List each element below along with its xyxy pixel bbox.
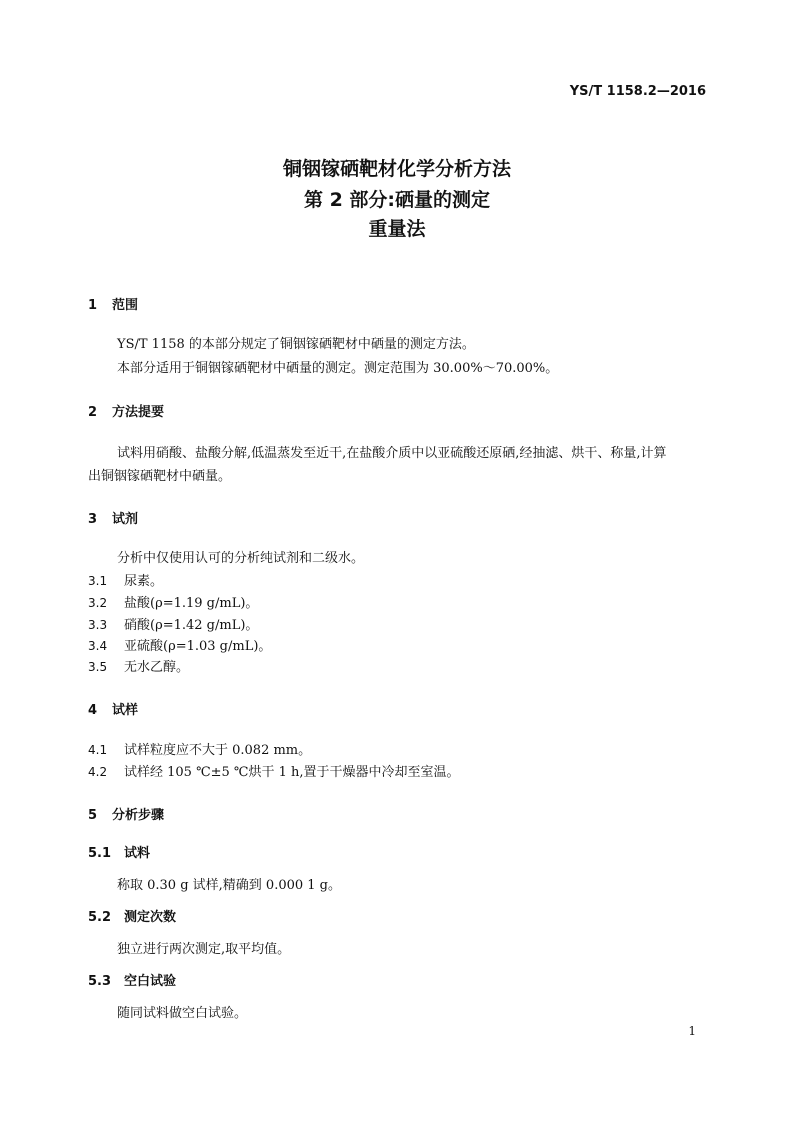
- item-number: 3.5: [88, 660, 108, 674]
- title-line-2: 第 2 部分:硒量的测定: [303, 189, 491, 211]
- section-title: 范围: [112, 298, 139, 313]
- section-title: 方法提要: [112, 405, 165, 420]
- list-item: [88, 592, 258, 611]
- section-3-heading: [88, 508, 138, 527]
- paragraph-continuation: 出铜铟镓硒靶材中硒量。: [88, 469, 232, 484]
- item-number: 3.4: [88, 639, 108, 653]
- section-number: 2: [88, 405, 98, 420]
- title-line-3: 重量法: [368, 218, 426, 240]
- subsection-number: 5.2: [88, 910, 112, 925]
- list-item: [88, 570, 163, 589]
- paragraph: 试料用硝酸、盐酸分解,低温蒸发至近干,在盐酸介质中以亚硫酸还原硒,经抽滤、烘干、称量,计算: [117, 446, 667, 461]
- item-number: 4.2: [88, 765, 108, 779]
- paragraph: YS/T 1158 的本部分规定了铜铟镓硒靶材中硒量的测定方法。: [117, 337, 475, 352]
- subsection-title: 试料: [124, 846, 151, 861]
- section-title: 分析步骤: [112, 808, 165, 823]
- page-number: 1: [688, 1024, 696, 1038]
- subsection-title: 测定次数: [124, 910, 177, 925]
- item-number: 3.3: [88, 618, 108, 632]
- section-2-heading: [88, 401, 164, 420]
- subsection-5-1-heading: [88, 842, 150, 861]
- section-number: 1: [88, 298, 98, 313]
- subsection-5-3-heading: [88, 970, 176, 989]
- list-item: [88, 739, 311, 758]
- item-text: 亚硫酸(ρ=1.03 g/mL)。: [124, 639, 272, 654]
- section-title: 试样: [112, 703, 139, 718]
- item-text: 试样粒度应不大于 0.082 mm。: [124, 743, 312, 758]
- section-number: 3: [88, 512, 98, 527]
- subsection-5-2-heading: [88, 906, 176, 925]
- section-5-heading: [88, 804, 164, 823]
- item-number: 4.1: [88, 743, 108, 757]
- paragraph: 称取 0.30 g 试样,精确到 0.000 1 g。: [117, 878, 342, 893]
- subsection-number: 5.3: [88, 974, 112, 989]
- item-text: 尿素。: [124, 574, 164, 589]
- item-number: 3.2: [88, 596, 108, 610]
- section-title: 试剂: [112, 512, 139, 527]
- list-item: [88, 761, 460, 780]
- item-text: 盐酸(ρ=1.19 g/mL)。: [124, 596, 259, 611]
- item-text: 无水乙醇。: [124, 660, 190, 675]
- section-4-heading: [88, 699, 138, 718]
- item-text: 硝酸(ρ=1.42 g/mL)。: [124, 618, 259, 633]
- subsection-number: 5.1: [88, 846, 112, 861]
- document-number: YS/T 1158.2—2016: [569, 84, 706, 99]
- section-number: 5: [88, 808, 98, 823]
- paragraph: 分析中仅使用认可的分析纯试剂和二级水。: [117, 551, 365, 566]
- paragraph: 随同试料做空白试验。: [117, 1006, 248, 1021]
- section-number: 4: [88, 703, 98, 718]
- item-number: 3.1: [88, 574, 108, 588]
- list-item: [88, 635, 271, 654]
- subsection-title: 空白试验: [124, 974, 177, 989]
- paragraph: 独立进行两次测定,取平均值。: [117, 942, 291, 957]
- title-line-1: 铜铟镓硒靶材化学分析方法: [282, 158, 511, 180]
- paragraph: 本部分适用于铜铟镓硒靶材中硒量的测定。测定范围为 30.00%～70.00%。: [117, 361, 559, 376]
- list-item: [88, 656, 189, 675]
- list-item: [88, 614, 258, 633]
- item-text: 试样经 105 ℃±5 ℃烘干 1 h,置于干燥器中冷却至室温。: [124, 765, 460, 780]
- section-1-heading: [88, 294, 138, 313]
